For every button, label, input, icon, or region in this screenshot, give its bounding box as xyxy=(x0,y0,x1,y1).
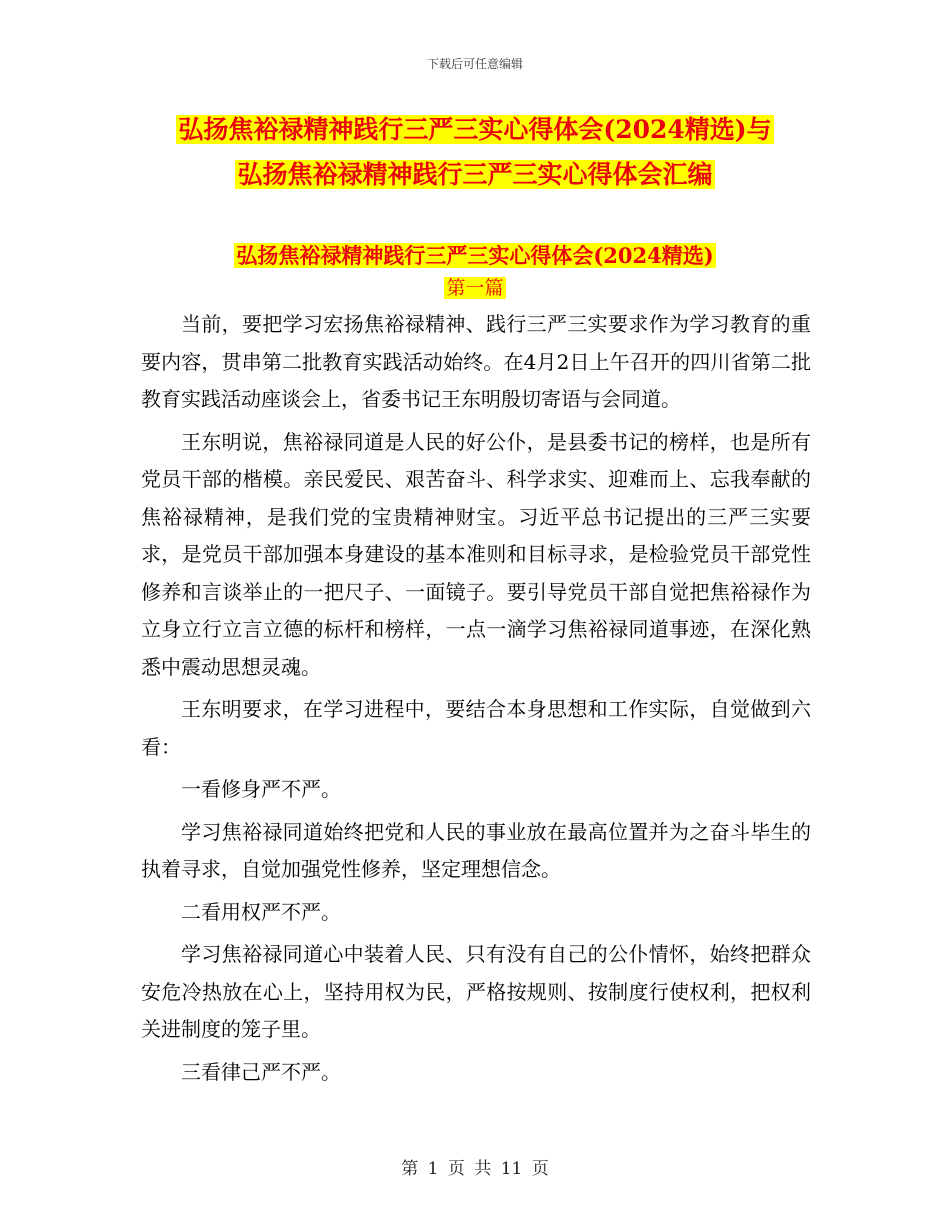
section-title xyxy=(0,243,950,269)
paragraph: 二看用权严不严。 xyxy=(181,899,341,924)
document-title-line-1 xyxy=(0,111,950,149)
section-title-text: 弘扬焦裕禄精神践行三严三实心得体会(2024精选) xyxy=(236,243,714,268)
paragraph: 一看修身严不严。 xyxy=(181,777,341,801)
paragraph: 学习焦裕禄同道心中装着人民、只有没有自己的公仆情怀，始终把群众安危冷热放在心上，坚持用权为民，严格按规则、按制度行使权利，把权利关进制度的笼子里。 xyxy=(141,942,811,1041)
chapter-label-text: 第一篇 xyxy=(446,277,504,299)
paragraph: 学习焦裕禄同道始终把党和人民的事业放在最高位置并为之奋斗毕生的执着寻求，自觉加强党性修养，坚定理想信念。 xyxy=(141,819,811,881)
paragraph: 当前，要把学习宏扬焦裕禄精神、践行三严三实要求作为学习教育的重要内容，贯串第二批教育实践活动始终。在4月2日上午召开的四川省第二批教育实践活动座谈会上，省委书记王东明殷切寄语与会同道。 xyxy=(141,312,811,411)
page-footer: 第 1 页 共 11 页 xyxy=(401,1159,549,1179)
document-body xyxy=(141,306,811,1096)
title-line-1-text: 弘扬焦裕禄精神践行三严三实心得体会(2024精选)与 xyxy=(178,115,772,144)
paragraph: 三看律己严不严。 xyxy=(181,1059,341,1084)
paragraph: 王东明要求，在学习进程中，要结合本身思想和工作实际，自觉做到六看： xyxy=(141,697,811,759)
chapter-label xyxy=(0,276,950,300)
document-title-line-2 xyxy=(0,156,950,194)
title-line-2-text: 弘扬焦裕禄精神践行三严三实心得体会汇编 xyxy=(237,160,713,189)
paragraph: 王东明说，焦裕禄同道是人民的好公仆，是县委书记的榜样，也是所有党员干部的楷模。亲民爱民、艰苦奋斗、科学求实、迎难而上、忘我奉献的焦裕禄精神，是我们党的宝贵精神财宝。习近平总书记提出的三严三实要求，是党员干部加强本身建设的基本准则和目标寻求，是检验党员干部党性修养和言谈举止的一把尺子、一面镜子。要引导党员干部自觉把焦裕禄作为立身立行立言立德的标杆和榜样，一点一滴学习焦裕禄同道事迹，在深化熟悉中震动思想灵魂。 xyxy=(141,429,811,679)
page-header: 下载后可任意编辑 xyxy=(426,57,523,71)
